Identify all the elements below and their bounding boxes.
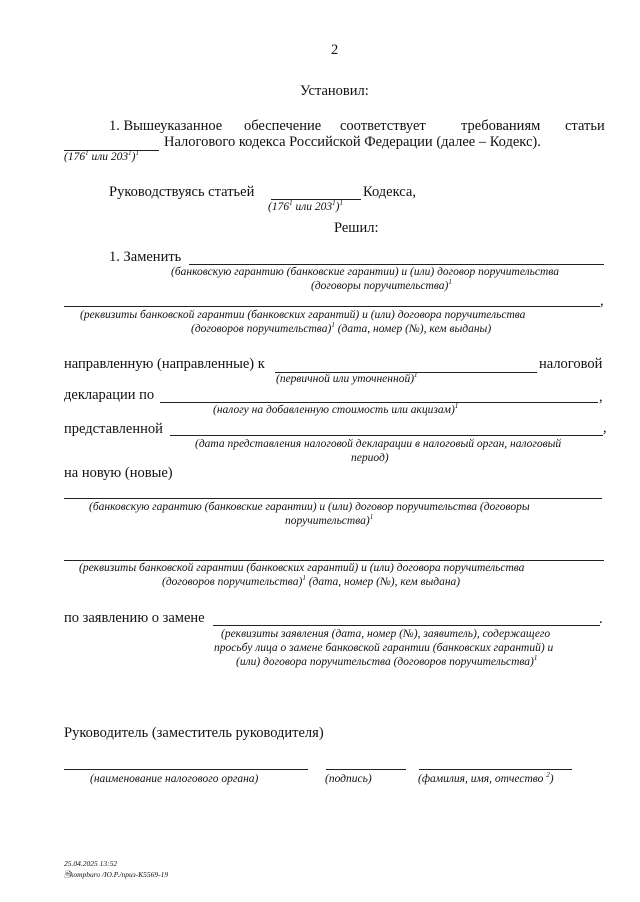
predst-caption-1: (дата представления налоговой декларации в налоговый орган, налоговый — [195, 438, 562, 450]
heading-ustanovil: Установил: — [300, 83, 369, 99]
napravl-suffix: налоговой — [539, 356, 603, 372]
zayavl-label: по заявлению о замене — [64, 610, 205, 626]
zamenit-caption-2: (договоры поручительства)$^1$ — [311, 278, 452, 292]
napravl-label: направленную (направленные) к — [64, 356, 265, 372]
zamenit-label: 1. Заменить — [109, 249, 182, 265]
p1-word-1: 1. Вышеуказанное — [109, 118, 223, 134]
rukovoditel-label: Руководитель (заместитель руководителя) — [64, 725, 324, 741]
zayavl-line — [213, 625, 600, 626]
deklar-label: декларации по — [64, 387, 155, 403]
predst-caption-2: период) — [351, 452, 389, 464]
novuyu-caption-4: (договоров поручительства)$^1$ (дата, номер (№), кем выдана) — [162, 574, 461, 588]
p1-word-2: обеспечение — [244, 118, 322, 134]
p1-caption: ($176^1$ или $203^1)^1$ — [64, 149, 139, 163]
predst-label: представленной — [64, 421, 163, 437]
sign-podpis-caption: (подпись) — [325, 773, 372, 785]
novuyu-line-2 — [64, 560, 604, 561]
predst-comma: , — [603, 420, 607, 436]
novuyu-caption-3: (реквизиты банковской гарантии (банковских гарантий) и (или) договора поручительства — [79, 562, 525, 574]
novuyu-caption-1: (банковскую гарантию (банковские гарантии) и (или) договор поручительства (договоры — [89, 501, 530, 513]
novuyu-line — [64, 498, 602, 499]
rukov-text: Руководствуясь статьей — [109, 184, 255, 200]
sign-fio-caption: (фамилия, имя, отчество $^2$) — [418, 771, 554, 785]
zamenit-comma: , — [600, 293, 604, 309]
p1-word-3: соответствует — [340, 118, 426, 134]
p1-line2: Налогового кодекса Российской Федерации (далее – Кодекс). — [164, 134, 541, 150]
sign-org-caption: (наименование налогового органа) — [90, 773, 259, 785]
deklar-comma: , — [599, 389, 603, 405]
footer-date: 25.04.2025 13:52 — [64, 859, 118, 868]
footer-path: 🗎kompburo /Ю.Р./приз-К5569-19 — [64, 870, 169, 879]
footer-file-icon: 🗎 — [64, 870, 71, 879]
p1-word-4: требованиям — [461, 118, 541, 134]
heading-reshil: Решил: — [334, 220, 379, 236]
rukov-blank-line — [271, 199, 361, 200]
p1-word-5: статьи — [565, 118, 605, 134]
zamenit-caption-3: (реквизиты банковской гарантии (банковских гарантий) и (или) договора поручительства — [80, 309, 526, 321]
zayavl-caption-2: просьбу лица о замене банковской гарантии (банковских гарантий) и — [214, 642, 554, 654]
deklar-line — [160, 402, 598, 403]
zamenit-line — [189, 264, 604, 265]
zayavl-dot: . — [599, 611, 603, 627]
zamenit-caption-4: (договоров поручительства)$^1$ (дата, номер (№), кем выданы) — [191, 321, 492, 335]
zayavl-caption-1: (реквизиты заявления (дата, номер (№), заявитель), содержащего — [221, 628, 551, 640]
rukov-suffix: Кодекса, — [363, 184, 416, 200]
deklar-caption: (налогу на добавленную стоимость или акцизам)$^1$ — [213, 402, 459, 416]
page-number: 2 — [331, 42, 339, 58]
predst-line — [170, 435, 603, 436]
sign-org-line — [64, 769, 308, 770]
novuyu-label: на новую (новые) — [64, 465, 173, 481]
rukov-caption: ($176^1$ или $203^1)^1$ — [268, 199, 343, 213]
sign-fio-line — [419, 769, 572, 770]
zamenit-caption-1: (банковскую гарантию (банковские гарантии) и (или) договор поручительства — [171, 266, 559, 278]
novuyu-caption-2: поручительства)$^1$ — [285, 513, 374, 527]
zayavl-caption-3: (или) договора поручительства (договоров поручительства)$^1$ — [236, 654, 538, 668]
napravl-caption: (первичной или уточненной)$^1$ — [276, 371, 418, 385]
sign-podpis-line — [326, 769, 406, 770]
zamenit-line-2 — [64, 306, 600, 307]
